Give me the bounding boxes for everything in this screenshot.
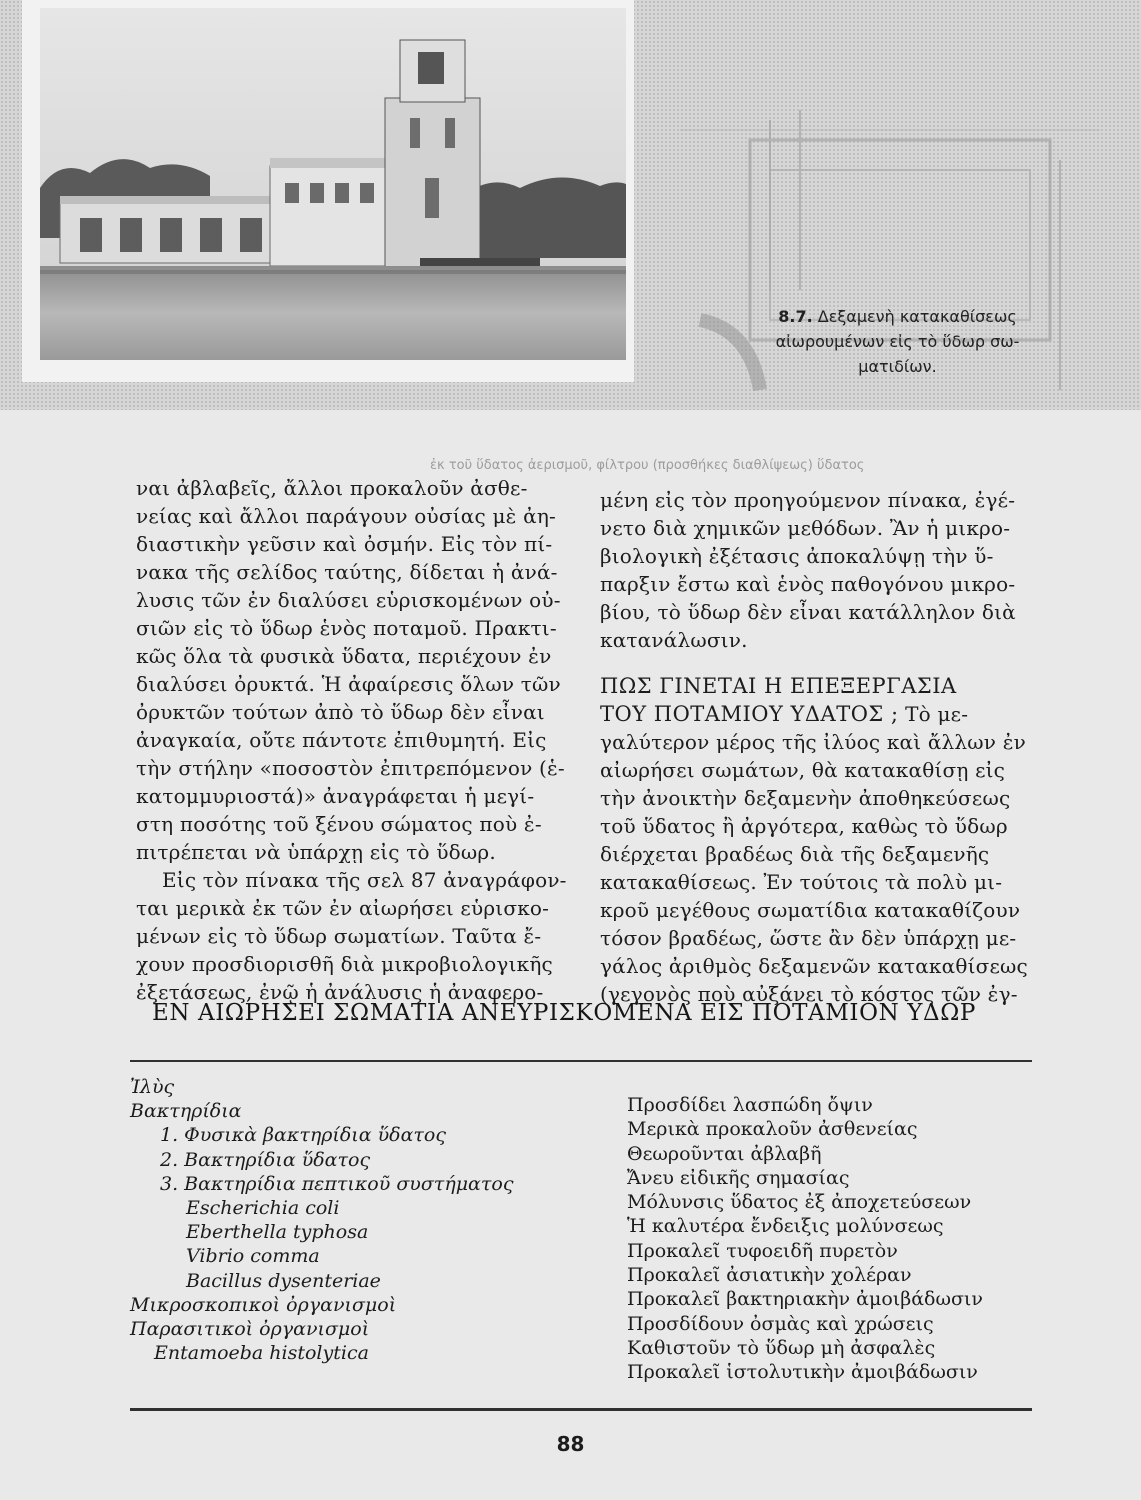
text-line: (γεγονὸς ποὺ αὐξάνει τὸ κόστος τῶν ἐγ- [600,982,1018,1006]
caption-line-3: ματιδίων. [858,357,937,376]
table-row-description: Προσδίδει λασπώδη ὄψιν [627,1094,873,1116]
page-number: 88 [556,1432,585,1456]
text-line: νετο διὰ χημικῶν μεθόδων. Ἂν ἡ μικρο- [600,516,1011,540]
text-line: ται μερικὰ ἐκ τῶν ἐν αἰωρήσει εὑρισκο- [136,896,550,920]
table-row-description: Προκαλεῖ βακτηριακὴν ἀμοιβάδωσιν [627,1288,983,1311]
text-line: γάλος ἀριθμὸς δεξαμενῶν κατακαθίσεως [600,954,1028,978]
text-line: μένων εἰς τὸ ὕδωρ σωματίων. Ταῦτα ἔ- [136,924,542,948]
text-line: τὴν στήλην «ποσοστὸν ἐπιτρεπόμενον (ἑ- [136,756,565,780]
table-row-label: 3. Βακτηρίδια πεπτικοῦ συστήματος [160,1172,514,1195]
text-line: στη ποσότης τοῦ ξένου σώματος ποὺ ἐ- [136,812,542,836]
table-bottom-rule [130,1408,1032,1411]
text-line: χουν προσδιορισθῆ διὰ μικροβιολογικῆς [136,952,553,976]
figure-band [0,0,1141,410]
text-line: κῶς ὅλα τὰ φυσικὰ ὕδατα, περιέχουν ἐν [136,644,552,668]
text-line: γαλύτερον μέρος τῆς ἰλύος καὶ ἄλλων ἐν [600,730,1027,754]
bleed-through-text: ἐκ τοῦ ὕδατος ἀερισμοῦ, φίλτρου (προσθήκες διαθλίψεως) ὕδατος [430,458,865,473]
table-row-description: Προκαλεῖ τυφοειδῆ πυρετὸν [627,1239,898,1262]
table-row-description: Προκαλεῖ ἱστολυτικὴν ἀμοιβάδωσιν [627,1361,978,1384]
figure-caption [740,304,1055,379]
table-row-description: Ἄνευ εἰδικῆς σημασίας [627,1166,850,1189]
text-line: τὴν ἀνοικτὴν δεξαμενὴν ἀποθηκεύσεως [600,786,1011,810]
table-row-description: Θεωροῦνται ἀβλαβῆ [627,1142,822,1165]
table-row-label: Escherichia coli [186,1197,340,1220]
table-row-label: Βακτηρίδια [130,1100,242,1123]
table-row-label: Ἰλὺς [130,1076,175,1098]
table-row-description: Μόλυνσις ὕδατος ἐξ ἀποχετεύσεων [627,1191,972,1214]
text-line: πιτρέπεται νὰ ὑπάρχῃ εἰς τὸ ὕδωρ. [136,840,496,864]
table-row-label: 1. Φυσικὰ βακτηρίδια ὕδατος [160,1124,447,1147]
figure-photo [22,0,634,382]
text-line: σιῶν εἰς τὸ ὕδωρ ἑνὸς ποταμοῦ. Πρακτι- [136,616,557,640]
caption-line-2: αἰωρουμένων εἰς τὸ ὕδωρ σω- [775,332,1020,351]
table-row-label: Vibrio comma [186,1245,320,1268]
right-paragraph-1 [600,486,1030,654]
text-line: μένη εἰς τὸν προηγούμενον πίνακα, ἐγέ- [600,488,1016,512]
text-line: Τὸ με- [898,702,969,726]
right-column [600,486,1030,1008]
caption-line-1: Δεξαμενὴ κατακαθίσεως [817,307,1017,326]
table-row-label: Μικροσκοπικοὶ ὀργανισμοὶ [130,1293,397,1316]
text-line: διαστικὴν γεῦσιν καὶ ὀσμήν. Εἰς τὸν πί- [136,532,553,556]
table-left-column [130,1075,600,1365]
text-line: διαλύσει ὀρυκτά. Ἡ ἀφαίρεσις ὅλων τῶν [136,672,561,696]
text-line: τοῦ ὕδατος ἢ ἀργότερα, καθὼς τὸ ὕδωρ [600,814,1008,838]
table-row-description: Προκαλεῖ ἀσιατικὴν χολέραν [627,1264,912,1287]
table-row-label: Παρασιτικοὶ ὀργανισμοὶ [130,1318,370,1341]
figure-number: 8.7. [778,307,813,326]
text-line: κατομμυριοστά)» ἀναγράφεται ἡ μεγί- [136,784,535,808]
text-line: ὀρυκτῶν τούτων ἀπὸ τὸ ὕδωρ δὲν εἶναι [136,700,545,724]
text-line: Εἰς τὸν πίνακα τῆς σελ 87 ἀναγράφον- [162,868,567,892]
right-paragraph-2 [600,672,1030,1008]
text-line: κατανάλωσιν. [600,628,748,652]
text-line: παρξιν ἔστω καὶ ἑνὸς παθογόνου μικρο- [600,572,1016,596]
text-line: νείας καὶ ἄλλοι παράγουν οὐσίας μὲ ἀη- [136,504,557,528]
table-right-column [627,1093,1047,1385]
text-line: διέρχεται βραδέως διὰ τῆς δεξαμενῆς [600,842,990,866]
table-row-description: Καθιστοῦν τὸ ὕδωρ μὴ ἀσφαλὲς [627,1336,936,1359]
waterworks-photo-image [40,8,626,360]
text-line: αἰωρήσει σωμάτων, θὰ κατακαθίσῃ εἰς [600,758,1006,782]
table-row-label: Entamoeba histolytica [154,1342,369,1365]
table-row-label: 2. Βακτηρίδια ὕδατος [160,1148,371,1171]
table-row-description: Ἡ καλυτέρα ἔνδειξις μολύνσεως [627,1215,944,1238]
text-line: ναι ἀβλαβεῖς, ἄλλοι προκαλοῦν ἀσθε- [136,476,528,500]
text-line: ἀναγκαία, οὔτε πάντοτε ἐπιθυμητή. Εἰς [136,728,547,752]
text-line: κροῦ μεγέθους σωματίδια κατακαθίζουν [600,898,1021,922]
table-row-description: Προσδίδουν ὀσμὰς καὶ χρώσεις [627,1312,934,1335]
section-heading-line-2: ΤΟΥ ΠΟΤΑΜΙΟΥ ΥΔΑΤΟΣ ; [600,702,899,726]
text-line: βίου, τὸ ὕδωρ δὲν εἶναι κατάλληλον διὰ [600,600,1016,624]
table-row-label: Bacillus dysenteriae [186,1269,381,1292]
left-paragraph-2 [136,866,572,1006]
text-line: λυσις τῶν ἐν διαλύσει εὑρισκομένων οὐ- [136,588,561,612]
text-line: βιολογικὴ ἐξέτασις ἀποκαλύψῃ τὴν ὕ- [600,544,994,568]
table-row-label: Eberthella typhosa [186,1221,369,1244]
left-paragraph-1 [136,474,572,866]
left-column [136,474,572,1006]
text-line: νακα τῆς σελίδος ταύτης, δίδεται ἡ ἀνά- [136,560,558,584]
table-row-description: Μερικὰ προκαλοῦν ἀσθενείας [627,1118,918,1141]
text-line: κατακαθίσεως. Ἐν τούτοις τὰ πολὺ μι- [600,870,1003,894]
text-line: ἐξετάσεως, ἐνῷ ἡ ἀνάλυσις ἡ ἀναφερο- [136,980,544,1004]
table-top-rule [130,1060,1032,1062]
section-heading-line-1: ΠΩΣ ΓΙΝΕΤΑΙ Η ΕΠΕΞΕΡΓΑΣΙΑ [600,674,957,698]
table-title: ΕΝ ΑΙΩΡΗΣΕΙ ΣΩΜΑΤΙΑ ΑΝΕΥΡΙΣΚΟΜΕΝΑ ΕΙΣ ΠΟΤΑΜΙΟΝ ΥΔΩΡ [152,1000,976,1026]
text-line: τόσον βραδέως, ὥστε ἂν δὲν ὑπάρχῃ με- [600,926,1017,950]
